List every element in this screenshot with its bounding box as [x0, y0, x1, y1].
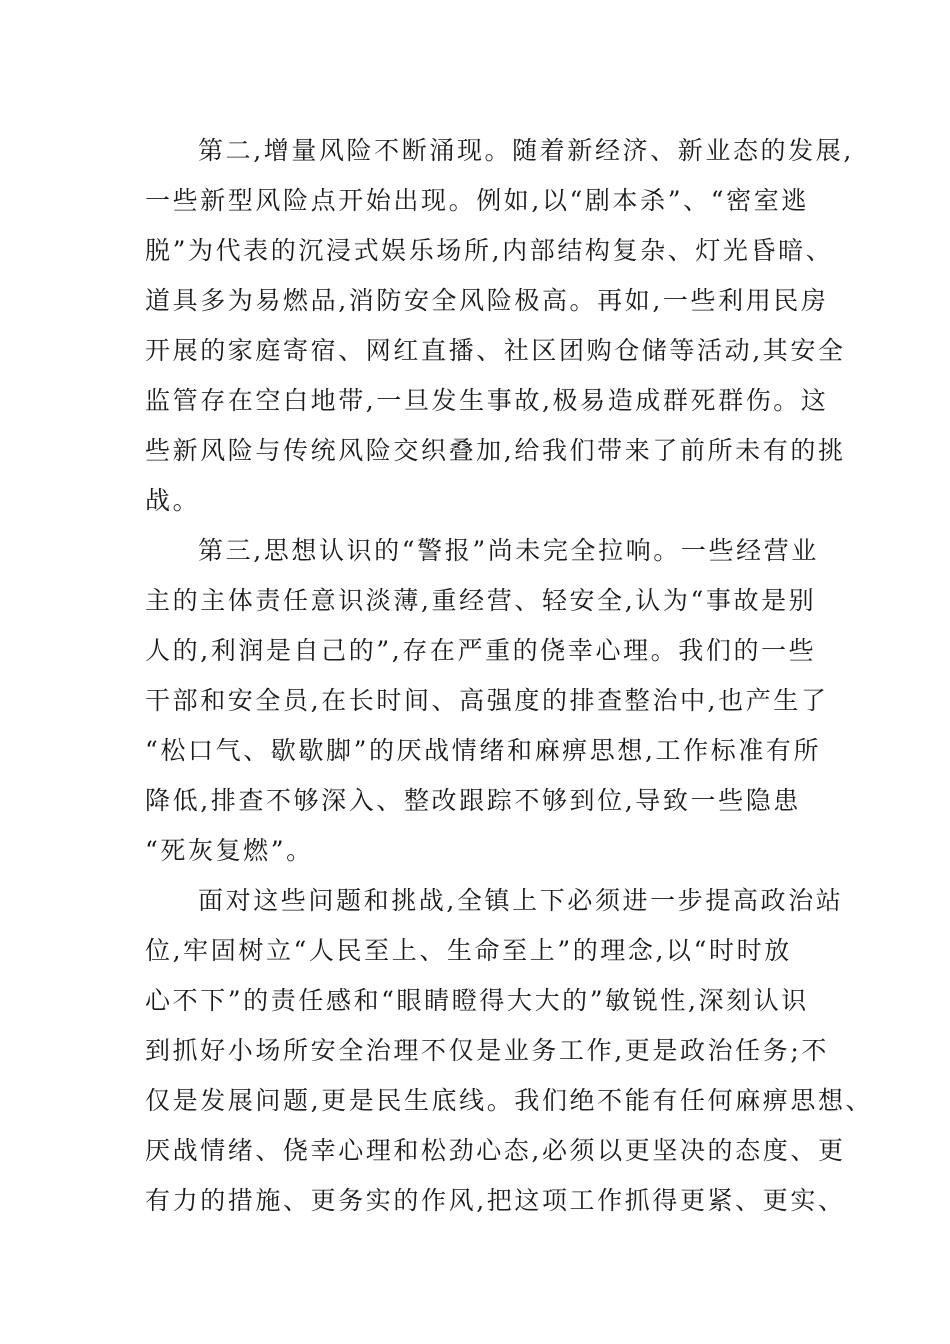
text-line: 道具多为易燃品,消防安全风险极高。再如,一些利用民房	[145, 286, 829, 315]
text-line: 人的,利润是自己的”,存在严重的侥幸心理。我们的一些	[145, 636, 817, 665]
text-line: 干部和安全员,在长时间、高强度的排查整治中,也产生了	[145, 686, 829, 715]
document-body	[145, 126, 874, 1226]
text-line: 第二,增量风险不断涌现。随着新经济、新业态的发展,	[198, 136, 854, 165]
text-line: 些新风险与传统风险交织叠加,给我们带来了前所未有的挑	[145, 436, 846, 465]
paragraph-increment-risks	[145, 126, 854, 526]
text-line: 开展的家庭寄宿、网红直播、社区团购仓储等活动,其安全	[145, 336, 846, 365]
text-line: “松口气、歇歇脚”的厌战情绪和麻痹思想,工作标准有所	[145, 736, 822, 765]
paragraph-awareness-alarm	[145, 526, 829, 876]
text-line: 有力的措施、更务实的作风,把这项工作抓得更紧、更实、	[145, 1186, 846, 1215]
text-line: 一些新型风险点开始出现。例如,以“剧本杀”、“密室逃	[145, 186, 809, 215]
text-line: 降低,排查不够深入、整改跟踪不够到位,导致一些隐患	[145, 786, 801, 815]
text-line: 监管存在空白地带,一旦发生事故,极易造成群死群伤。这	[145, 386, 829, 415]
text-line: 脱”为代表的沉浸式娱乐场所,内部结构复杂、灯光昏暗、	[145, 236, 834, 265]
text-line: 主的主体责任意识淡薄,重经营、轻安全,认为“事故是别	[145, 586, 817, 615]
text-line: 心不下”的责任感和“眼睛瞪得大大的”敏锐性,深刻认识	[145, 986, 809, 1015]
text-line: 到抓好小场所安全治理不仅是业务工作,更是政治任务;不	[145, 1036, 829, 1065]
text-line: 战。	[145, 486, 201, 515]
text-line: 厌战情绪、侥幸心理和松劲心态,必须以更坚决的态度、更	[145, 1136, 846, 1165]
text-line: “死灰复燃”。	[145, 836, 314, 865]
text-line: 位,牢固树立“人民至上、生命至上”的理念,以“时时放	[145, 936, 792, 965]
text-line: 面对这些问题和挑战,全镇上下必须进一步提高政治站	[198, 886, 844, 915]
text-line: 仅是发展问题,更是民生底线。我们绝不能有任何麻痹思想、	[145, 1086, 874, 1115]
paragraph-facing-challenges	[145, 876, 874, 1226]
text-line: 第三,思想认识的“警报”尚未完全拉响。一些经营业	[198, 536, 819, 565]
